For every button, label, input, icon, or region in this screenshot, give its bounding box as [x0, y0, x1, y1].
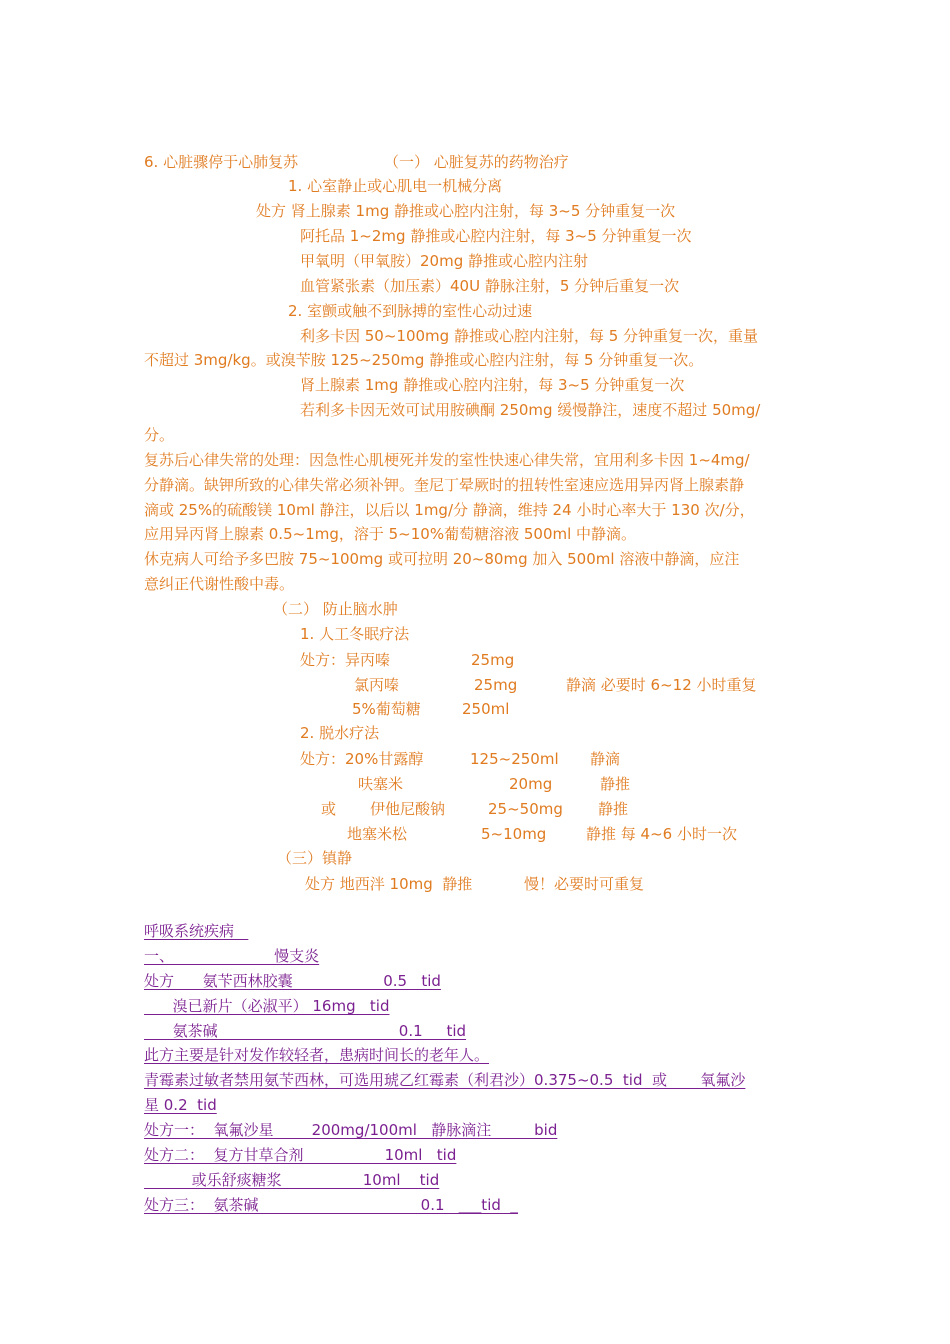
prescription-dose: 25mg [471, 651, 515, 669]
prescription-drug: 氯丙嗪 [354, 676, 400, 694]
prescription-note: 静推 每 4~6 小时一次 [586, 825, 737, 843]
prescription-drug: 5%葡萄糖 [352, 700, 421, 718]
prescription-route: 静滴 [590, 750, 621, 768]
prescription-line: 若利多卡因无效可试用胺碘酮 250mg 缓慢静注，速度不超过 50mg/ [300, 401, 761, 419]
item-heading: 2. 脱水疗法 [300, 724, 380, 742]
prescription-drug: 地塞米松 [347, 825, 408, 843]
prescription-route: 静推 [598, 800, 629, 818]
prescription-line: 甲氧明（甲氧胺）20mg 静推或心腔内注射 [300, 252, 588, 270]
paragraph-line: 意纠正代谢性酸中毒。 [144, 575, 295, 593]
prescription-drug: 处方：20%甘露醇 [300, 750, 424, 768]
paragraph-line: 复苏后心律失常的处理：因急性心肌梗死并发的室性快速心律失常，宜用利多卡因 1~4mg/ [144, 451, 750, 469]
prescription-drug: 伊他尼酸钠 [370, 800, 446, 818]
paragraph-line: 星 0.2 tid [144, 1096, 217, 1114]
paragraph-line: 滴或 25%的硫酸镁 10ml 静注，以后以 1mg/分 静滴，维持 24 小时心率大于 130 次/分， [144, 501, 755, 519]
prescription-drug: 呋塞米 [358, 775, 404, 793]
prescription-line: 处方 氨苄西林胶囊 0.5 tid [144, 972, 441, 990]
prescription-alt: 或 [321, 800, 337, 818]
section-title: 呼吸系统疾病 [144, 922, 249, 940]
prescription-line: 阿托品 1~2mg 静推或心腔内注射，每 3~5 分钟重复一次 [300, 227, 692, 245]
prescription-dose: 250ml [462, 700, 510, 718]
paragraph-line: 青霉素过敏者禁用氨苄西林，可选用琥乙红霉素（利君沙）0.375~0.5 tid 或 氧氟沙 [144, 1071, 746, 1089]
prescription-dose: 5~10mg [481, 825, 547, 843]
prescription-line: 不超过 3mg/kg。或溴苄胺 125~250mg 静推或心腔内注射，每 5 分钟重复一次。 [144, 351, 704, 369]
prescription-line: 分。 [144, 426, 175, 444]
item-heading: 1. 人工冬眠疗法 [300, 625, 410, 643]
paragraph-line: 此方主要是针对发作较轻者，患病时间长的老年人。 [144, 1046, 490, 1064]
prescription-line: 处方一： 氧氟沙星 200mg/100ml 静脉滴注 bid [144, 1121, 558, 1139]
paragraph-line: 休克病人可给予多巴胺 75~100mg 或可拉明 20~80mg 加入 500ml 溶液中静滴，应注 [144, 550, 740, 568]
section-title: 6. 心脏骤停于心肺复苏 [144, 153, 299, 171]
prescription-line: 肾上腺素 1mg 静推或心腔内注射，每 3~5 分钟重复一次 [300, 376, 685, 394]
disease-heading: 一、 慢支炎 [144, 947, 320, 965]
subsection-heading: （二） 防止脑水肿 [273, 600, 398, 618]
prescription-line: 处方 肾上腺素 1mg 静推或心腔内注射，每 3~5 分钟重复一次 [256, 202, 676, 220]
prescription-line: 利多卡因 50~100mg 静推或心腔内注射，每 5 分钟重复一次，重量 [300, 327, 759, 345]
prescription-line: 溴已新片（必淑平） 16mg tid [144, 997, 390, 1015]
prescription-note: 慢！必要时可重复 [524, 875, 645, 893]
subsection-heading: （一） 心脏复苏的药物治疗 [384, 153, 569, 171]
prescription-dose: 25~50mg [488, 800, 563, 818]
prescription-note: 静滴 必要时 6~12 小时重复 [566, 676, 757, 694]
prescription-dose: 20mg [509, 775, 553, 793]
prescription-line: 处方二： 复方甘草合剂 10ml tid [144, 1146, 457, 1164]
prescription-line: 或乐舒痰糖浆 10ml tid [144, 1171, 440, 1189]
prescription-dose: 125~250ml [470, 750, 559, 768]
paragraph-line: 分静滴。缺钾所致的心律失常必须补钾。奎尼丁晕厥时的扭转性室速应选用异丙肾上腺素静 [144, 476, 745, 494]
paragraph-line: 应用异丙肾上腺素 0.5~1mg，溶于 5~10%葡萄糖溶液 500ml 中静滴。 [144, 525, 637, 543]
prescription-route: 静推 [600, 775, 631, 793]
prescription-line: 处方三： 氨茶碱 0.1 ___tid _ [144, 1196, 518, 1214]
item-heading: 1. 心室静止或心肌电一机械分离 [288, 177, 503, 195]
subsection-heading: （三）镇静 [277, 849, 353, 867]
prescription-line: 处方 地西泮 10mg 静推 [305, 875, 473, 893]
item-heading: 2. 室颤或触不到脉搏的室性心动过速 [288, 302, 533, 320]
prescription-line: 氨茶碱 0.1 tid [144, 1022, 467, 1040]
prescription-dose: 25mg [474, 676, 518, 694]
prescription-drug: 处方：异丙嗪 [300, 651, 391, 669]
prescription-line: 血管紧张素（加压素）40U 静脉注射，5 分钟后重复一次 [300, 277, 680, 295]
